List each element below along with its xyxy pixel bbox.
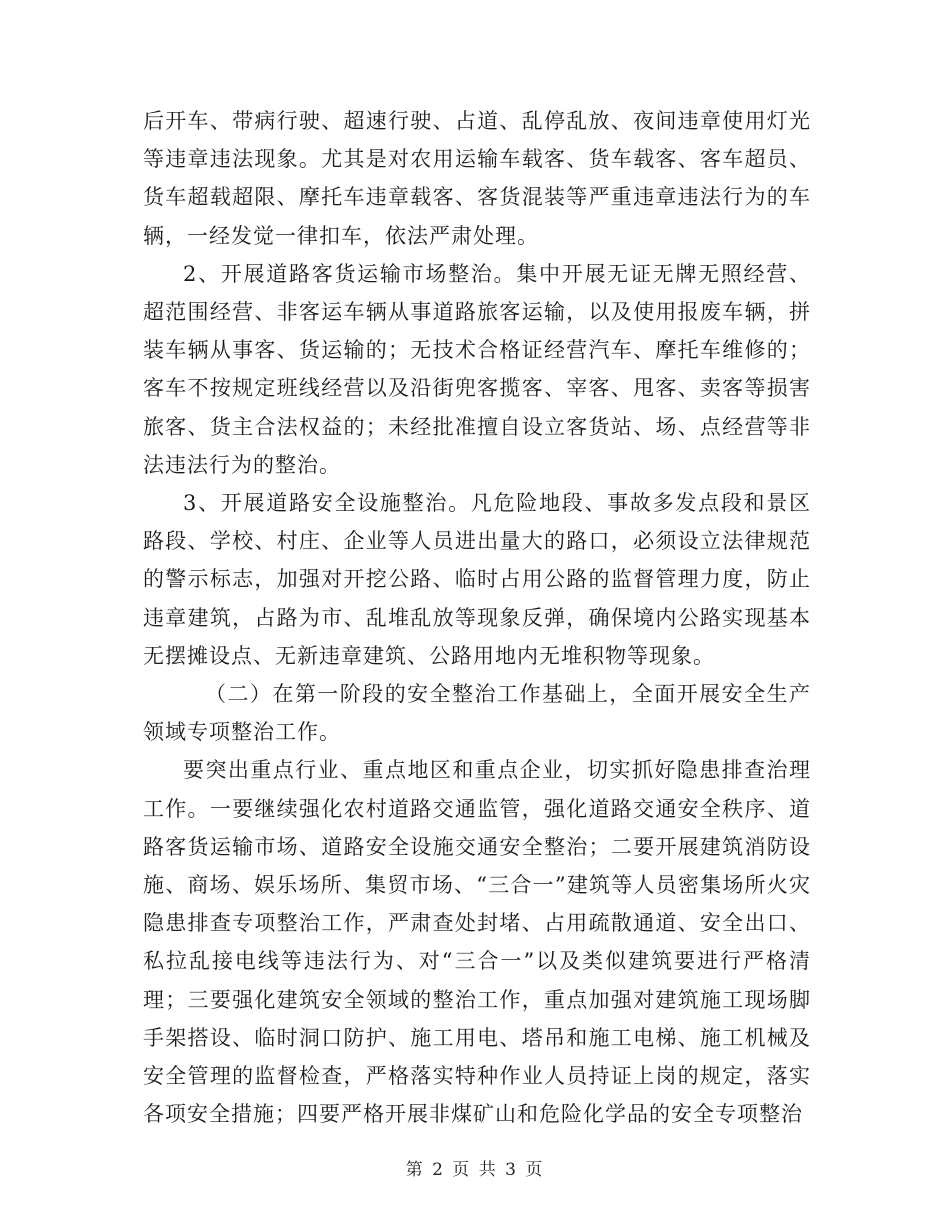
paragraph-item-3-road-safety-facilities: 3、开展道路安全设施整治。凡危险地段、事故多发点段和景区路段、学校、村庄、企业等人员进出量大的路口，必须设立法律规范的警示标志，加强对开挖公路、临时占用公路的监督管理力度，防止违章建筑，占路为市、乱堆乱放等现象反弹，确保境内公路实现基本无摆摊设点、无新违章建筑、公路用地内无堆积物等现象。 (143, 491, 811, 668)
section-heading-2: （二）在第一阶段的安全整治工作基础上，全面开展安全生产领域专项整治工作。 (143, 682, 811, 745)
paragraph-item-2-transport-market: 2、开展道路客货运输市场整治。集中开展无证无牌无照经营、超范围经营、非客运车辆从事道路旅客运输，以及使用报废车辆，拼装车辆从事客、货运输的；无技术合格证经营汽车、摩托车维修的；客车不按规定班线经营以及沿街兜客揽客、宰客、甩客、卖客等损害旅客、货主合法权益的；未经批准擅自设立客货站、场、点经营等非法违法行为的整治。 (143, 261, 811, 477)
paragraph-continuation: 后开车、带病行驶、超速行驶、占道、乱停乱放、夜间违章使用灯光等违章违法现象。尤其是对农用运输车载客、货车载客、客车超员、货车超载超限、摩托车违章载客、客货混装等严重违章违法行为的车辆，一经发觉一律扣车，依法严肃处理。 (143, 109, 811, 248)
document-body (143, 102, 811, 1133)
page-number-footer: 第 2 页 共 3 页 (405, 1160, 545, 1180)
paragraph-key-industries: 要突出重点行业、重点地区和重点企业，切实抓好隐患排查治理工作。一要继续强化农村道路交通监管，强化道路交通安全秩序、道路客货运输市场、道路安全设施交通安全整治；二要开展建筑消防设施、商场、娱乐场所、集贸市场、“三合一”建筑等人员密集场所火灾隐患排查专项整治工作，严肃查处封堵、占用疏散通道、安全出口、私拉乱接电线等违法行为、对“三合一”以及类似建筑要进行严格清理；三要强化建筑安全领域的整治工作，重点加强对建筑施工现场脚手架搭设、临时洞口防护、施工用电、塔吊和施工电梯、施工机械及安全管理的监督检查，严格落实特种作业人员持证上岗的规定，落实各项安全措施；四要严格开展非煤矿山和危险化学品的安全专项整治 (143, 758, 811, 1127)
